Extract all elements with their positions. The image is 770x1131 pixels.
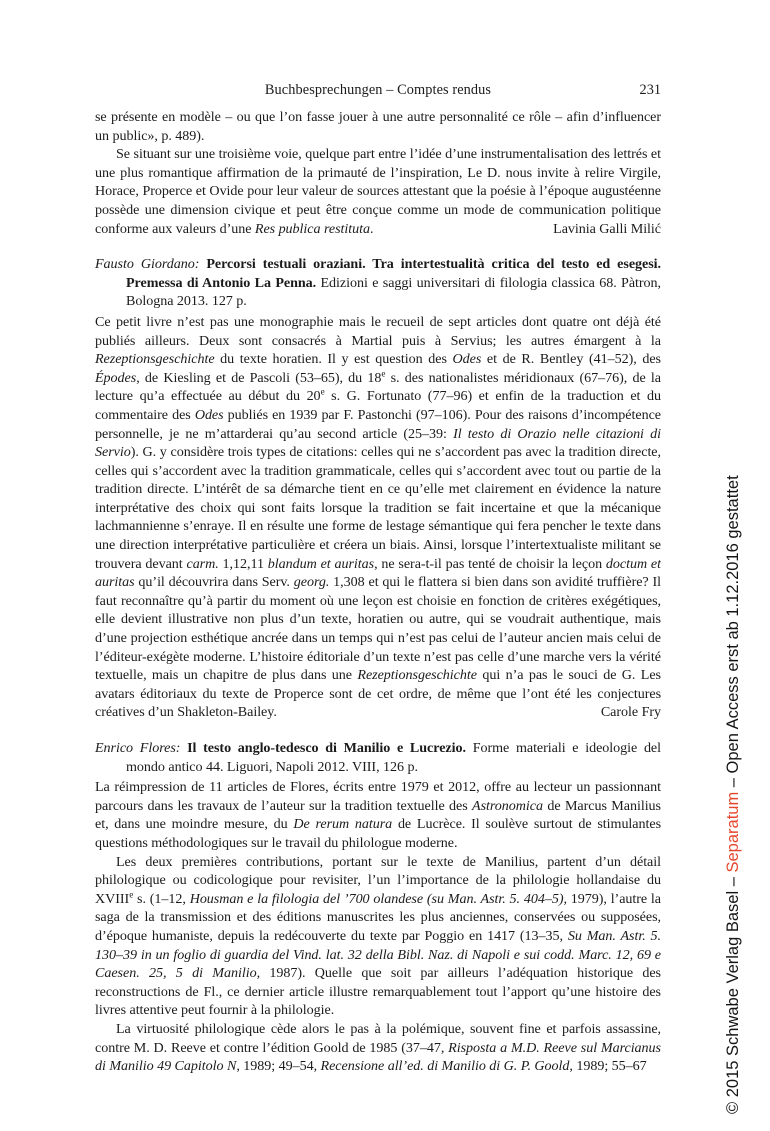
italic-run: Astronomica (472, 797, 543, 814)
text-run: se présente en modèle – ou que l’on fasse jouer à une autre personnalité ce rôle – afin d’influencer un public», p. 489). (95, 109, 661, 144)
bold-run: Percorsi testuali oraziani. Tra intertestualità critica del testo ed esegesi. Premessa di Antonio La Penna. (126, 256, 661, 291)
bold-run: Il testo anglo-tedesco di Manilio e Lucrezio. (187, 740, 473, 756)
paragraph (95, 1020, 661, 1076)
text-run: La virtuosité philologique cède alors le pas à la polémique, souvent fine et parfois assassine, contre M. D. Reeve et contre l’édition Goold de 1985 (37–47, (95, 1020, 661, 1056)
paragraph (95, 853, 661, 1020)
italic-run: georg. (293, 574, 330, 591)
italic-run: doctum et auritas (95, 555, 661, 591)
reviewer-signature: Lavinia Galli Milić (553, 220, 661, 237)
text-run: , 1987). Quelle que soit par ailleurs l’adéquation historique des reconstructions de Fl., ce dernier article illustre remarquablement tout l’apport qu’une histoire des livres attentive peut fournir à la philologie. (95, 965, 661, 1019)
italic-run: Enrico Flores: (95, 740, 188, 756)
text-run: Se situant sur une troisième voie, quelque part entre l’idée d’une instrumentalisation des lettrés et une plus romantique affirmation de la primauté de l’inspiration, Le D. nous invite à relire Virgile, Horace, Properce et Ovide pour leur valeur de sources attestant que la poésie à l’époque augustéenne possède une dimension civique et peut être conçue comme un mode de communication politique conforme aux valeurs d’une (95, 146, 661, 237)
paragraph (95, 108, 661, 145)
text-run: s. G. Fortunato (77–96) et enfin de la traduction et du commentaire des (95, 388, 661, 423)
text-run: , 1979), l’autre la saga de la transmission et des éditions manuscrites les plus anciennes, conservées ou supposées, d’époque humaniste, depuis la redécouverte du texte par Poggio en 1417 (13–35, (95, 890, 661, 944)
separatum-label: Separatum (724, 791, 742, 873)
italic-run: Risposta a M.D. Reeve sul Marcianus di Manilio 49 Capitolo N (95, 1039, 661, 1075)
text-run: , 1989; 49–54, (236, 1058, 321, 1075)
section-title: Buchbesprechungen – Comptes rendus (264, 82, 492, 98)
text-run: Edizioni e saggi universitari di filologia classica 68. Pàtron, Bologna 2013. 127 p. (126, 274, 661, 310)
superscript-run: e (320, 386, 325, 397)
copyright-text-pre: © 2015 Schwabe Verlag Basel – (724, 872, 742, 1114)
text-run: qu’il découvrira dans Serv. (134, 574, 294, 591)
paragraph (95, 778, 661, 852)
italic-run: Rezeptionsgeschichte (357, 667, 477, 684)
paragraph (95, 145, 661, 238)
italic-run: Res publica restituta (254, 220, 370, 237)
italic-run: Housman e la filologia del ’700 olandese (su Man. Astr. 5. 404–5) (189, 890, 564, 907)
italic-run: carm. (186, 555, 219, 572)
running-head (95, 81, 661, 99)
text-run: de Lucrèce. Il soulève surtout de stimulantes questions méthodologiques sur le travail du philologue moderne. (95, 816, 661, 851)
page-content (95, 108, 661, 1076)
text-run: La réimpression de 11 articles de Flores, écrits entre 1979 et 2012, offre au lecteur un passionnant parcours dans les travaux de l’auteur sur la tradition textuelle des (95, 779, 661, 814)
text-run: publiés en 1939 par F. Pastonchi (97–106). Pour des raisons d’incompétence personnelle, je ne m’attarderai qu’au second article (25–39: (95, 406, 661, 442)
copyright-sidebar (724, 442, 743, 1114)
review-heading (95, 739, 661, 776)
text-run: , ne sera-t-il pas tenté de choisir la leçon (374, 555, 606, 572)
text-run: Forme materiali e ideologie del mondo antico 44. Liguori, Napoli 2012. VIII, 126 p. (126, 740, 662, 775)
italic-run: Odes (452, 351, 482, 368)
text-run: s. des nationalistes méridionaux (67–76), de la lecture qu’a effectuée au début du 20 (95, 369, 661, 405)
text-run: , 1989; 55–67 (569, 1058, 647, 1075)
text-run: 1,308 et qui le flattera si bien dans son avidité truffière? Il faut reconnaître qu’à partir du moment où une leçon est choisie en fonction de critères exégétiques, elle devient illustrative non plus d’un texte, horatien ou autre, qui se voudrait authentique, mais d’une projection esthétique ancrée dans un temps qui n’est pas celui de l’auteur ancien mais celui de l’éditeur-exégète moderne. L’histoire éditoriale d’un texte n’est pas celle d’une marche vers la vérité textuelle, mais un chapitre de plus dans une (95, 574, 661, 684)
text-run: ). G. y considère trois types de citations: celles qui ne s’accordent pas avec la tradition directe, celles qui s’accordent avec la tradition grammaticale, celles qui s’accordent avec tout ou partie de la tradition directe. L’intérêt de sa démarche tient en ce qu’elle met clairement en évidence la nature interprétative des choix qui sont faits lorsque la tradition se fait incertaine et que la mécanique lachmannienne s’enraye. Il en résulte une forme de lestage sémantique qui fera pencher le texte dans une direction interprétative particulière et créera un biais. Ainsi, lorsque l’intertextualiste militant se trouvera devant (95, 444, 661, 572)
superscript-run: e (129, 889, 134, 900)
text-run: 1,12,11 (218, 555, 268, 572)
italic-run: Rezeptionsgeschichte (95, 351, 215, 368)
italic-run: Épodes (95, 369, 137, 386)
superscript-run: e (381, 368, 386, 379)
italic-run: Fausto Giordano: (95, 256, 207, 273)
italic-run: Recensione all’ed. di Manilio di G. P. Goold (320, 1058, 570, 1075)
paragraph (95, 313, 661, 722)
text-run: Ce petit livre n’est pas une monographie mais le recueil de sept articles dont quatre ont déjà été publiés ailleurs. Deux sont consacrés à Martial puis à Servius; les autres émargent à la (95, 313, 661, 349)
italic-run: Il testo di Orazio nelle citazioni di Servio (95, 425, 661, 461)
text-run: et de R. Bentley (41–52), des (481, 351, 661, 368)
italic-run: blandum et auritas (267, 555, 375, 572)
text-run: de Marcus Manilius et, dans une moindre mesure, du (95, 797, 661, 833)
text-run: Les deux premières contributions, portant sur le texte de Manilius, partent d’un détail philologique ou codicologique pour revisiter, l’un l’importance de la philologie hollandaise du XVIII (95, 853, 661, 907)
italic-run: Su Man. Astr. 5. 130–39 in un foglio di guardia del Vind. lat. 32 della Bibl. Naz. di Napoli e sui codd. Marc. 12, 69 e Caesen. 25, 5 di Manilio (95, 927, 661, 982)
review-heading (95, 255, 661, 311)
copyright-text-post: – Open Access erst ab 1.12.2016 gestattet (724, 475, 742, 792)
reviewer-signature: Carole Fry (600, 704, 661, 721)
text-run: du texte horatien. Il y est question des (214, 351, 453, 368)
text-run: s. (1–12, (133, 890, 190, 907)
text-run: qui n’a pas le souci de G. Les avatars éditoriaux du texte de Properce sont de cet ordre, de même que l’ont été les conjectures créatives d’un Shakleton-Bailey. (95, 667, 661, 721)
italic-run: De rerum natura (293, 816, 393, 833)
text-run: . (369, 220, 374, 237)
page-number: 231 (639, 82, 661, 98)
text-run: , de Kiesling et de Pascoli (53–65), du 18 (136, 369, 382, 386)
italic-run: Odes (194, 406, 224, 423)
